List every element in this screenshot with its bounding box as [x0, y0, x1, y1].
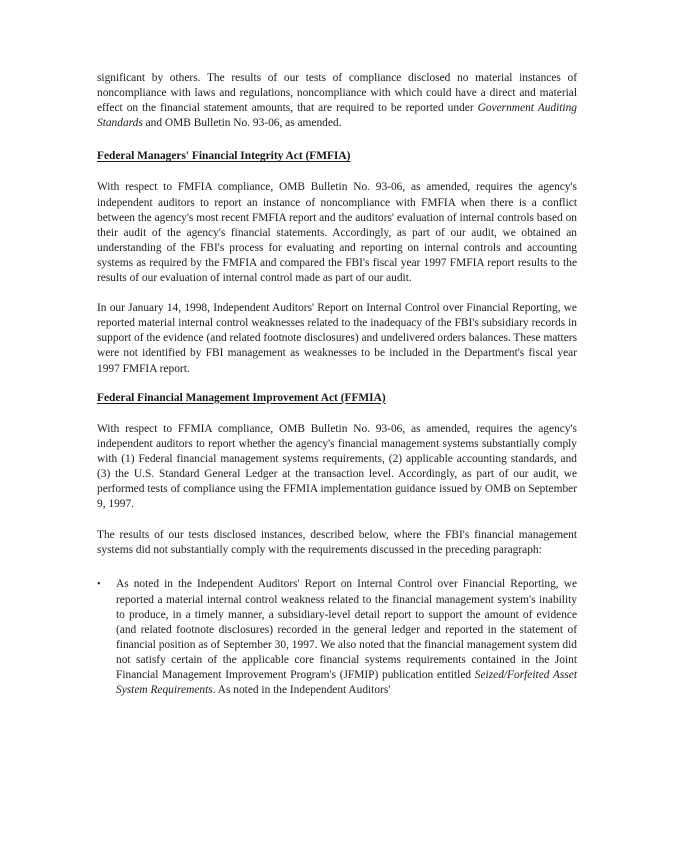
- ffmia-heading: Federal Financial Management Improvement Act (FFMIA): [97, 391, 386, 404]
- ffmia-paragraph-1: With respect to FFMIA compliance, OMB Bulletin No. 93-06, as amended, requires the agency's independent auditors to report whether the agency's financial management systems substantially comply with (1) Federal financial management systems requirements, (2) applicable accounting standards, and (3) the U.S. Standard General Ledger at the transaction level. Accordingly, as part of our audit, we performed tests of compliance using the FFMIA implementation guidance issued by OMB on September 9, 1997.: [97, 422, 577, 511]
- finding-text-end: . As noted in the Independent Auditors': [212, 684, 391, 697]
- fmfia-heading: Federal Managers' Financial Integrity Act (FMFIA): [97, 150, 351, 163]
- ffmia-paragraph-2: The results of our tests disclosed instances, described below, where the FBI's financial management systems did not substantially comply with the requirements discussed in the preceding paragraph:: [97, 529, 577, 557]
- list-item: [97, 577, 577, 698]
- bullet-icon: •: [97, 579, 101, 591]
- jfmip-publication-title: Seized/Forfeited Asset System Requirements: [116, 669, 577, 697]
- fmfia-paragraph-2: In our January 14, 1998, Independent Auditors' Report on Internal Control over Financial Reporting, we reported material internal control weaknesses related to the inadequacy of the FBI's subsidiary records in support of the evidence (and related footnote disclosures) and undelivered orders balances. These matters were not identified by FBI management as weaknesses to be included in the Department's fiscal year 1997 FMFIA report.: [97, 302, 577, 375]
- findings-list: [97, 577, 577, 698]
- fmfia-paragraph-1: With respect to FMFIA compliance, OMB Bulletin No. 93-06, as amended, requires the agency's independent auditors to report an instance of noncompliance with FMFIA when there is a conflict between the agency's most recent FMFIA report and the auditors' evaluation of internal controls based on their audit of the agency's financial statements. Accordingly, as part of our audit, we obtained an understanding of the FBI's process for evaluating and reporting on internal controls and accounting systems as required by the FMFIA and compared the FBI's fiscal year 1997 FMFIA report results to the results of our evaluation of internal control made as part of our audit.: [97, 181, 577, 285]
- compliance-results-text: significant by others. The results of our tests of compliance disclosed no material instances of noncompliance with laws and regulations, noncompliance with which could have a direct and material effect on the financial statement amounts, that are required to be reported under: [97, 72, 577, 115]
- compliance-results-text-end: and OMB Bulletin No. 93-06, as amended.: [142, 117, 342, 130]
- compliance-results-paragraph: [97, 71, 577, 131]
- gas-title: Government Auditing Standards: [97, 102, 577, 130]
- document-page: [97, 71, 577, 698]
- finding-text: As noted in the Independent Auditors' Report on Internal Control over Financial Reporting, we reported a material internal control weakness related to the financial management system's inability to produce, in a timely manner, a subsidiary-level detail report to support the amount of evidence (and related footnote disclosures) recorded in the general ledger and reported in the statement of financial position as of September 30, 1997. We also noted that the financial management system did not satisfy certain of the applicable core financial systems requirements contained in the Joint Financial Management Improvement Program's (JFMIP) publication entitled: [116, 578, 577, 681]
